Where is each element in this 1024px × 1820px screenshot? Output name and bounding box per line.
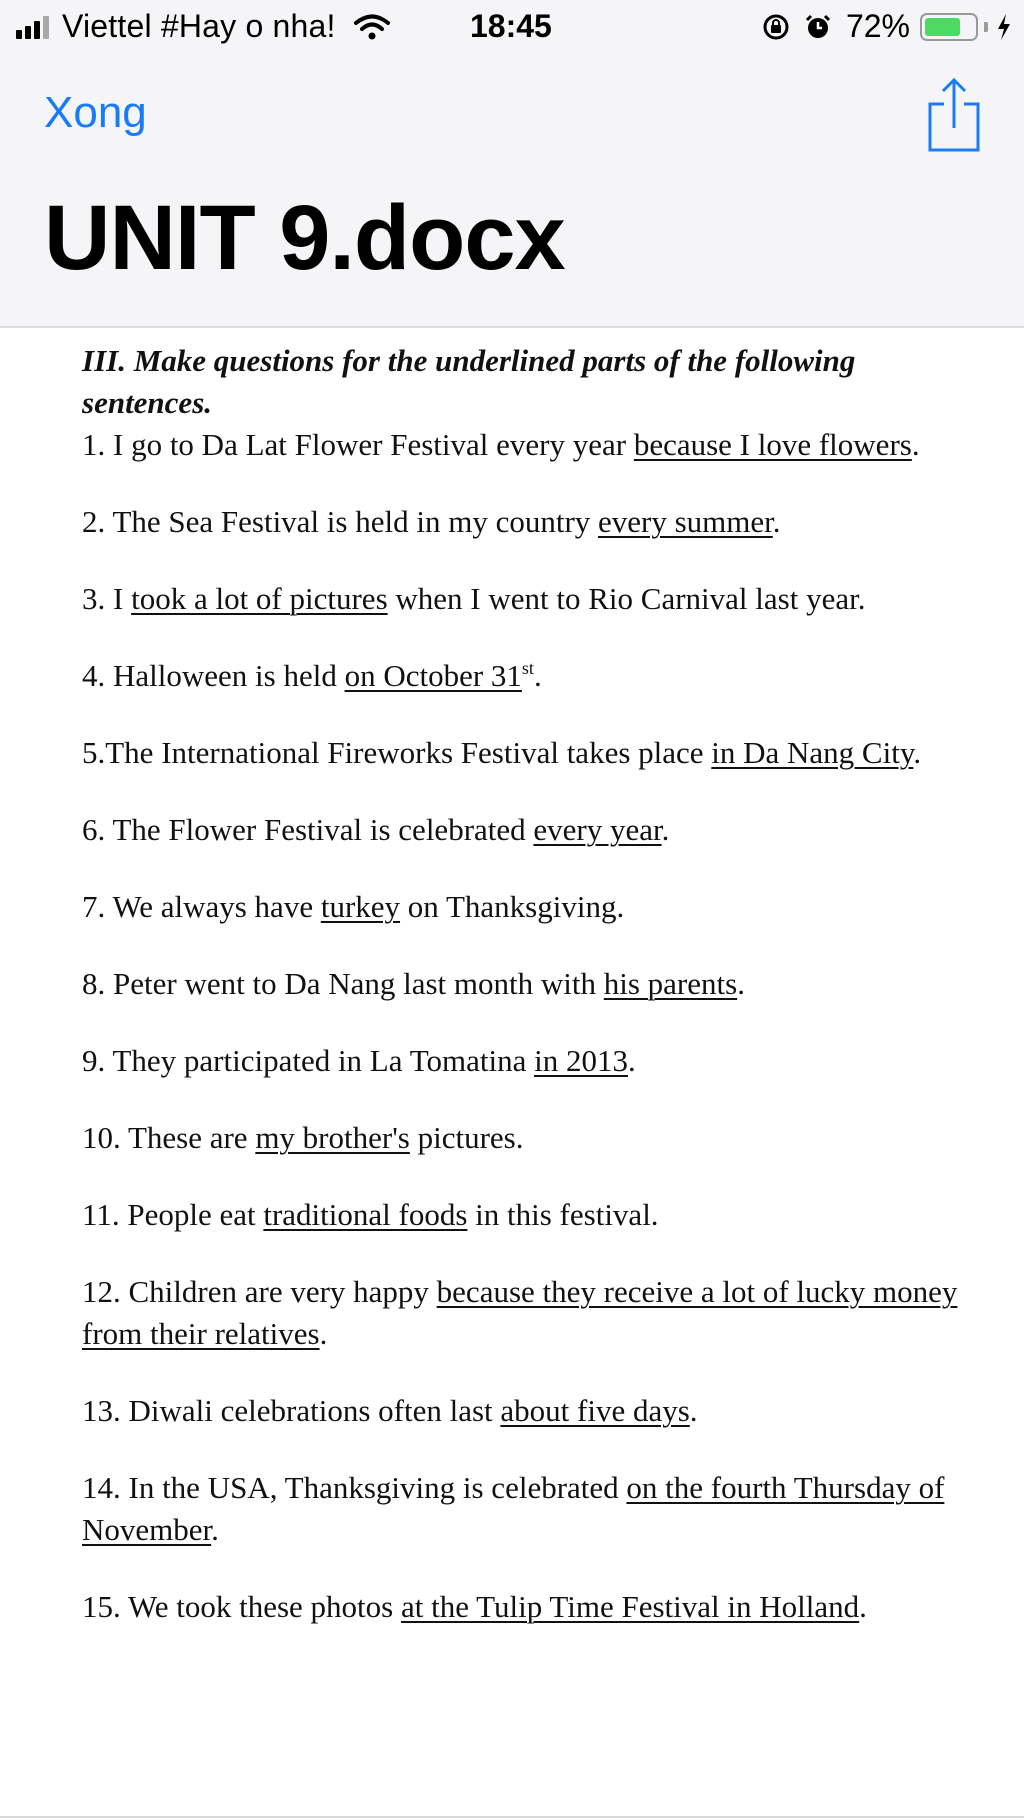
question-text-end: . — [627, 1043, 636, 1078]
underlined-part: on October 31 — [344, 658, 522, 693]
question-text: 7. We always have — [82, 889, 321, 924]
underlined-part: because they receive a lot of lucky money from their relatives — [82, 1274, 958, 1351]
question-item — [82, 578, 982, 620]
underlined-part: turkey — [320, 889, 401, 924]
question-item — [82, 1117, 982, 1159]
question-text: 11. People eat — [82, 1197, 264, 1232]
question-text: 15. We took these photos — [82, 1589, 401, 1624]
question-text-end: when I went to Rio Carnival last year. — [387, 581, 866, 616]
battery-fill — [925, 18, 960, 36]
ordinal-suffix: st — [521, 658, 534, 678]
underlined-part: on the fourth Thursday of November — [82, 1470, 945, 1547]
question-text: 8. Peter went to Da Nang last month with — [82, 966, 604, 1001]
underlined-part: traditional foods — [263, 1197, 468, 1232]
underlined-part: took a lot of pictures — [131, 581, 388, 616]
underlined-part: in 2013 — [534, 1043, 628, 1078]
question-item — [82, 963, 982, 1005]
question-text-end: . — [913, 735, 922, 770]
question-item — [82, 1271, 982, 1355]
question-text: 1. I go to Da Lat Flower Festival every year — [82, 427, 634, 462]
rotation-lock-icon — [762, 13, 790, 41]
underlined-part: about five days — [500, 1393, 690, 1428]
question-text-end: . — [319, 1316, 328, 1351]
underlined-part: every year — [533, 812, 662, 847]
question-text: 5.The International Fireworks Festival takes place — [82, 735, 712, 770]
exercise-heading: III. Make questions for the underlined parts of the following sentences. — [82, 343, 856, 420]
question-text-end: on Thanksgiving. — [400, 889, 625, 924]
question-text-end: . — [911, 427, 920, 462]
question-item — [82, 1194, 982, 1236]
question-text: 14. In the USA, Thanksgiving is celebrated — [82, 1470, 627, 1505]
status-time: 18:45 — [470, 8, 552, 44]
question-text-end: . — [661, 812, 670, 847]
top-chrome — [0, 0, 1024, 328]
question-text-end: . — [859, 1589, 867, 1624]
question-text-end: . — [772, 504, 781, 539]
question-text-end: . — [689, 1393, 698, 1428]
question-item — [82, 732, 982, 774]
document-title: UNIT 9.docx — [44, 187, 565, 289]
question-item — [82, 501, 982, 543]
question-text: 4. Halloween is held — [82, 658, 345, 693]
question-item — [82, 1586, 982, 1628]
carrier-name: Viettel #Hay o nha! — [62, 8, 336, 44]
battery-nub — [984, 22, 988, 32]
underlined-part: my brother's — [255, 1120, 410, 1155]
question-item — [82, 809, 982, 851]
bottom-divider — [0, 1816, 1024, 1818]
question-text-end: . — [533, 658, 542, 693]
document-body — [82, 340, 982, 1663]
question-item — [82, 655, 982, 697]
alarm-icon — [804, 13, 832, 41]
underlined-part: his parents — [603, 966, 738, 1001]
question-text: 9. They participated in La Tomatina — [82, 1043, 535, 1078]
done-button[interactable]: Xong — [44, 88, 147, 137]
question-text: 13. Diwali celebrations often last — [82, 1393, 501, 1428]
question-list — [82, 424, 982, 1628]
share-icon[interactable] — [926, 76, 982, 152]
battery-percent: 72% — [845, 8, 910, 44]
wifi-icon — [354, 14, 390, 40]
question-text: 3. I — [82, 581, 132, 616]
underlined-part: in Da Nang City — [711, 735, 914, 770]
question-item — [82, 1390, 982, 1432]
question-text-end: in this festival. — [467, 1197, 659, 1232]
question-text: 10. These are — [82, 1120, 256, 1155]
question-item — [82, 1040, 982, 1082]
question-text-end: . — [211, 1512, 219, 1547]
question-item — [82, 424, 982, 466]
question-text: 6. The Flower Festival is celebrated — [82, 812, 534, 847]
question-text-end: . — [737, 966, 745, 1001]
status-bar — [0, 0, 1024, 56]
charging-icon — [996, 13, 1012, 41]
question-text: 2. The Sea Festival is held in my country — [82, 504, 599, 539]
question-text: 12. Children are very happy — [82, 1274, 437, 1309]
battery-icon — [920, 13, 978, 41]
signal-icon — [16, 15, 52, 39]
underlined-part: every summer — [598, 504, 773, 539]
question-item — [82, 886, 982, 928]
underlined-part: at the Tulip Time Festival in Holland — [400, 1589, 860, 1624]
question-text-end: pictures. — [409, 1120, 524, 1155]
underlined-part: because I love flowers — [633, 427, 912, 462]
question-item — [82, 1467, 982, 1551]
